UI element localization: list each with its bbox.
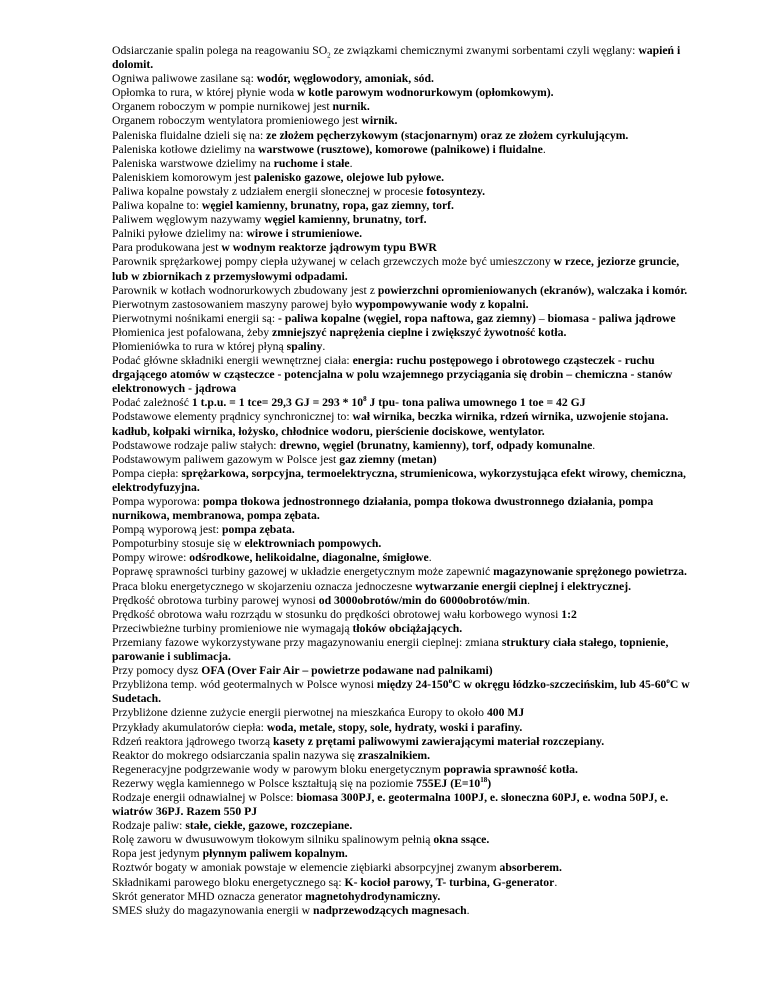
text-segment: . [466, 903, 470, 917]
text-line [112, 580, 696, 594]
text-line [112, 157, 696, 171]
text-segment: Pompoturbiny stosuje się w [112, 537, 245, 551]
text-line [112, 861, 696, 875]
text-segment: Ropa jest jedynym [112, 847, 203, 861]
text-line [112, 312, 696, 326]
text-line [112, 100, 696, 114]
text-segment: nurnik. [332, 100, 370, 114]
text-segment: 400 MJ [486, 706, 525, 720]
text-segment: odśrodkowe, helikoidalne, diagonalne, śmigłowe [189, 551, 429, 565]
text-segment: Przykłady akumulatorów ciepła: [112, 720, 267, 734]
text-segment: Podstawowe rodzaje paliw stałych: [112, 438, 280, 452]
text-line [112, 354, 696, 396]
text-segment: – [535, 311, 548, 325]
text-segment: Parownik w kotłach wodnorurkowych zbudowany jest z [112, 283, 378, 297]
text-segment: wał wirnika, beczka wirnika, rdzeń wirnika, uzwojenie stojana. kadłub, kołpaki wirnika, łożysko, chłodnice wodoru, pierścienie dociskowe, wentylator. [112, 410, 669, 438]
text-segment: Paliwa kopalne powstały z udziałem energii słonecznej w procesie [112, 184, 427, 198]
text-line [112, 890, 696, 904]
text-line [112, 678, 696, 706]
text-segment: Płomienica jest pofalowana, żeby [112, 325, 273, 339]
text-segment: wirowe i strumieniowe. [246, 227, 363, 241]
text-segment: Prędkość obrotowa turbiny parowej wynosi [112, 593, 319, 607]
text-segment: palenisko gazowe, olejowe lub pyłowe. [253, 170, 445, 184]
text-segment: Rezerwy węgla kamiennego w Polsce kształtują się na poziomie [112, 776, 417, 790]
text-segment: ze związkami chemicznymi zwanymi sorbentami czyli węglany: [330, 44, 639, 57]
text-line [112, 721, 696, 735]
text-segment: wypompowywanie wody z kopalni. [355, 297, 529, 311]
text-line [112, 439, 696, 453]
text-line [112, 44, 696, 72]
text-segment: Rolę zaworu w dwusuwowym tłokowym silniku spalinowym pełnią [112, 833, 434, 847]
text-line [112, 565, 696, 579]
text-segment: Pierwotnymi nośnikami energii są: [112, 311, 278, 325]
text-line [112, 622, 696, 636]
text-segment: 755EJ (E=10 [416, 776, 481, 790]
text-line [112, 735, 696, 749]
text-segment: Para produkowana jest [112, 241, 222, 255]
text-segment: wodór, węglowodory, amoniak, sód. [256, 72, 434, 86]
text-segment: Paliwa kopalne to: [112, 199, 202, 213]
text-segment: . [542, 142, 546, 156]
text-line [112, 185, 696, 199]
text-line [112, 453, 696, 467]
text-segment: Pompa ciepła: [112, 466, 182, 480]
text-segment: Opłomka to rura, w której płynie woda [112, 86, 298, 100]
text-segment: węgiel kamienny, brunatny, ropa, gaz ziemny, torf. [201, 199, 454, 213]
text-line [112, 833, 696, 847]
text-line [112, 114, 696, 128]
text-line [112, 749, 696, 763]
text-segment: okna ssące. [433, 833, 490, 847]
text-segment: . [349, 156, 353, 170]
text-segment: C w okręgu łódzko-szczecińskim, lub 45-60 [452, 678, 667, 692]
text-segment: Płomieniówka to rura w której płyną [112, 339, 287, 353]
text-line [112, 537, 696, 551]
text-line [112, 847, 696, 861]
text-segment: K- kocioł parowy, T- turbina, G-generator [344, 875, 555, 889]
text-segment: zraszalnikiem. [357, 748, 431, 762]
text-segment: w wodnym reaktorze jądrowym typu BWR [221, 241, 437, 255]
text-line [112, 467, 696, 495]
text-segment: Podać główne składniki energii wewnętrznej ciała: [112, 354, 353, 368]
text-segment: kasety z prętami paliwowymi zawierającymi materiał rozczepiany. [272, 734, 605, 748]
text-segment: węgiel kamienny, brunatny, torf. [264, 213, 427, 227]
text-line [112, 819, 696, 833]
document-body [112, 44, 696, 918]
text-segment: fotosyntezy. [426, 184, 486, 198]
text-segment: 1:2 [561, 607, 577, 621]
text-segment: ze złożem pęcherzykowym (stacjonarnym) oraz ze złożem cyrkulującym. [266, 128, 629, 142]
text-line [112, 199, 696, 213]
text-segment: Przeciwbieżne turbiny promieniowe nie wymagają [112, 621, 353, 635]
text-line [112, 298, 696, 312]
text-segment: Organem roboczym wentylatora promieniowego jest [112, 114, 362, 128]
text-segment: 2 [327, 51, 331, 60]
text-segment: wapień i dolomit. [112, 44, 681, 72]
text-segment: Poprawę sprawności turbiny gazowej w układzie energetycznym może zapewnić [112, 565, 494, 579]
text-segment: Pompa wyporowa: [112, 495, 203, 508]
text-line [112, 608, 696, 622]
text-segment: Rodzaje paliw: [112, 819, 186, 833]
text-segment: ) [487, 776, 492, 790]
text-line [112, 227, 696, 241]
text-line [112, 213, 696, 227]
text-segment: biomasa 300PJ, e. geotermalna 100PJ, e. słoneczna 60PJ, e. wodna 50PJ, e. wiatrów 36PJ. Razem 550 PJ [112, 790, 669, 819]
text-segment: woda, metale, stopy, sole, hydraty, woski i parafiny. [266, 720, 523, 734]
text-line [112, 396, 696, 410]
text-line [112, 706, 696, 720]
text-line [112, 551, 696, 565]
text-segment: o [448, 677, 453, 686]
text-segment: między 24-150 [376, 678, 449, 692]
text-segment: absorberem. [499, 861, 562, 875]
text-segment: Roztwór bogaty w amoniak powstaje w elemencie ziębiarki absorpcyjnej zwanym [112, 861, 500, 875]
text-segment: w kotle parowym wodnorurkowym (opłomkowym). [297, 86, 554, 100]
text-line [112, 284, 696, 298]
text-line [112, 664, 696, 678]
text-segment: J tpu- tona paliwa umownego 1 toe = 42 GJ [366, 396, 586, 410]
text-line [112, 241, 696, 255]
text-segment: struktury ciała stałego, topnienie, parowanie i sublimacja. [112, 635, 669, 664]
text-segment: Pierwotnym zastosowaniem maszyny parowej było [112, 297, 356, 311]
text-line [112, 410, 696, 438]
text-line [112, 129, 696, 143]
text-segment: poprawia sprawność kotła. [443, 762, 578, 776]
text-segment: Organem roboczym w pompie nurnikowej jest [112, 100, 333, 114]
text-line [112, 72, 696, 86]
text-line [112, 495, 696, 523]
text-segment: Ogniwa paliwowe zasilane są: [112, 72, 257, 86]
text-segment: OFA (Over Fair Air – powietrze podawane nad palnikami) [201, 664, 493, 678]
text-segment: wytwarzanie energii cieplnej i elektrycznej. [415, 579, 632, 593]
text-segment: Składnikami parowego bloku energetycznego są: [112, 875, 345, 889]
text-line [112, 594, 696, 608]
text-segment: sprężarkowa, sorpcyjna, termoelektryczna, strumienicowa, wykorzystująca efekt wirowy, chemiczna, elektrodyfuzyjna. [112, 466, 686, 494]
text-line [112, 171, 696, 185]
text-segment: Rdzeń reaktora jądrowego tworzą [112, 734, 273, 748]
text-segment: zmniejszyć naprężenia cieplne i zwiększyć żywotność kotła. [272, 325, 567, 339]
text-segment: tłoków obciążających. [352, 621, 463, 635]
text-segment: wirnik. [361, 114, 398, 128]
text-segment: spaliny [286, 339, 323, 353]
text-segment: energia: ruchu postępowego i obrotowego cząsteczek - ruchu drgającego atomów w cząsteczce - potencjalna w polu wzajemnego przyciągania się drobin – chemiczna - stanów elektronowych - jądrowa [112, 354, 673, 396]
text-segment: 8 [363, 395, 367, 404]
text-segment: . [527, 593, 531, 607]
text-line [112, 143, 696, 157]
text-segment: pompa tłokowa jednostronnego działania, pompa tłokowa dwustronnego działania, pompa nurnikowa, membranowa, pompa zębata. [112, 495, 654, 523]
text-segment: elektrowniach pompowych. [244, 537, 382, 551]
text-segment: Paleniska kotłowe dzielimy na [112, 142, 259, 156]
text-segment: Reaktor do mokrego odsiarczania spalin nazywa się [112, 748, 358, 762]
text-segment: od 3000obrotów/min do 6000obrotów/min [318, 593, 528, 607]
text-line [112, 523, 696, 537]
text-segment: ruchome i stałe [273, 156, 350, 170]
text-segment: Prędkość obrotowa wału rozrządu w stosunku do prędkości obrotowej wału korbowego wynosi [112, 607, 562, 621]
text-segment: Pompą wyporową jest: [112, 523, 223, 537]
text-segment: . [322, 339, 326, 353]
text-segment: Podać zależność [112, 396, 192, 410]
text-segment: Palniki pyłowe dzielimy na: [112, 227, 247, 241]
text-segment: biomasa - paliwa jądrowe [547, 311, 676, 325]
text-segment: - paliwa kopalne (węgiel, ropa naftowa, gaz ziemny) [278, 311, 536, 325]
text-line [112, 340, 696, 354]
text-segment: Paleniskiem komorowym jest [112, 170, 254, 184]
text-segment: pompa zębata. [222, 523, 295, 537]
text-line [112, 791, 696, 819]
text-segment: Przemiany fazowe wykorzystywane przy magazynowaniu energii cieplnej: zmiana [112, 635, 502, 649]
text-segment: gaz ziemny (metan) [339, 452, 437, 466]
text-segment: . [592, 438, 596, 452]
text-segment: SMES służy do magazynowania energii w [112, 903, 314, 917]
text-line [112, 904, 696, 918]
text-segment: Skrót generator MHD oznacza generator [112, 889, 306, 903]
text-line [112, 326, 696, 340]
text-segment: Podstawowym paliwem gazowym w Polsce jest [112, 452, 340, 466]
text-segment: . [554, 875, 558, 889]
text-segment: drewno, węgiel (brunatny, kamienny), torf, odpady komunalne [279, 438, 593, 452]
text-segment: C w Sudetach. [112, 678, 690, 706]
text-segment: warstwowe (rusztowe), komorowe (palnikowe) i fluidalne [258, 142, 543, 156]
text-segment: Regeneracyjne podgrzewanie wody w parowym bloku energetycznym [112, 762, 444, 776]
text-segment: Praca bloku energetycznego w skojarzeniu oznacza jednoczesne [112, 579, 416, 593]
text-line [112, 876, 696, 890]
text-line [112, 636, 696, 664]
text-line [112, 255, 696, 283]
text-segment: Przybliżone dzienne zużycie energii pierwotnej na mieszkańca Europy to około [112, 706, 487, 720]
text-segment: Parownik sprężarkowej pompy ciepła używanej w celach grzewczych może być umieszczony [112, 255, 554, 269]
text-segment: Paleniska warstwowe dzielimy na [112, 156, 274, 170]
text-segment: Przy pomocy dysz [112, 664, 202, 678]
text-line [112, 763, 696, 777]
text-segment: o [666, 677, 670, 686]
text-segment: 1 t.p.u. = 1 tce= 29,3 GJ = 293 * 10 [191, 396, 364, 410]
text-segment: Rodzaje energii odnawialnej w Polsce: [112, 790, 297, 804]
text-segment: 18 [480, 775, 488, 784]
text-segment: płynnym paliwem kopalnym. [202, 847, 348, 861]
text-segment: stałe, ciekłe, gazowe, rozczepiane. [185, 819, 353, 833]
text-segment: Pompy wirowe: [112, 551, 190, 565]
text-segment: magazynowanie sprężonego powietrza. [493, 565, 687, 579]
text-segment: Podstawowe elementy prądnicy synchronicznej to: [112, 410, 353, 424]
text-segment: Paleniska fluidalne dzieli się na: [112, 128, 267, 142]
text-line [112, 777, 696, 791]
text-segment: nadprzewodzących magnesach [313, 903, 467, 917]
text-segment: powierzchni opromieniowanych (ekranów), walczaka i komór. [377, 283, 688, 297]
text-segment: Odsiarczanie spalin polega na reagowaniu SO [112, 44, 328, 57]
text-segment: magnetohydrodynamiczny. [305, 889, 441, 903]
text-segment: Przybliżona temp. wód geotermalnych w Polsce wynosi [112, 678, 377, 692]
text-segment: . [428, 551, 432, 565]
text-line [112, 86, 696, 100]
text-segment: Paliwem węglowym nazywamy [112, 213, 265, 227]
text-segment: w rzece, jeziorze gruncie, lub w zbiornikach z przemysłowymi odpadami. [112, 255, 680, 283]
